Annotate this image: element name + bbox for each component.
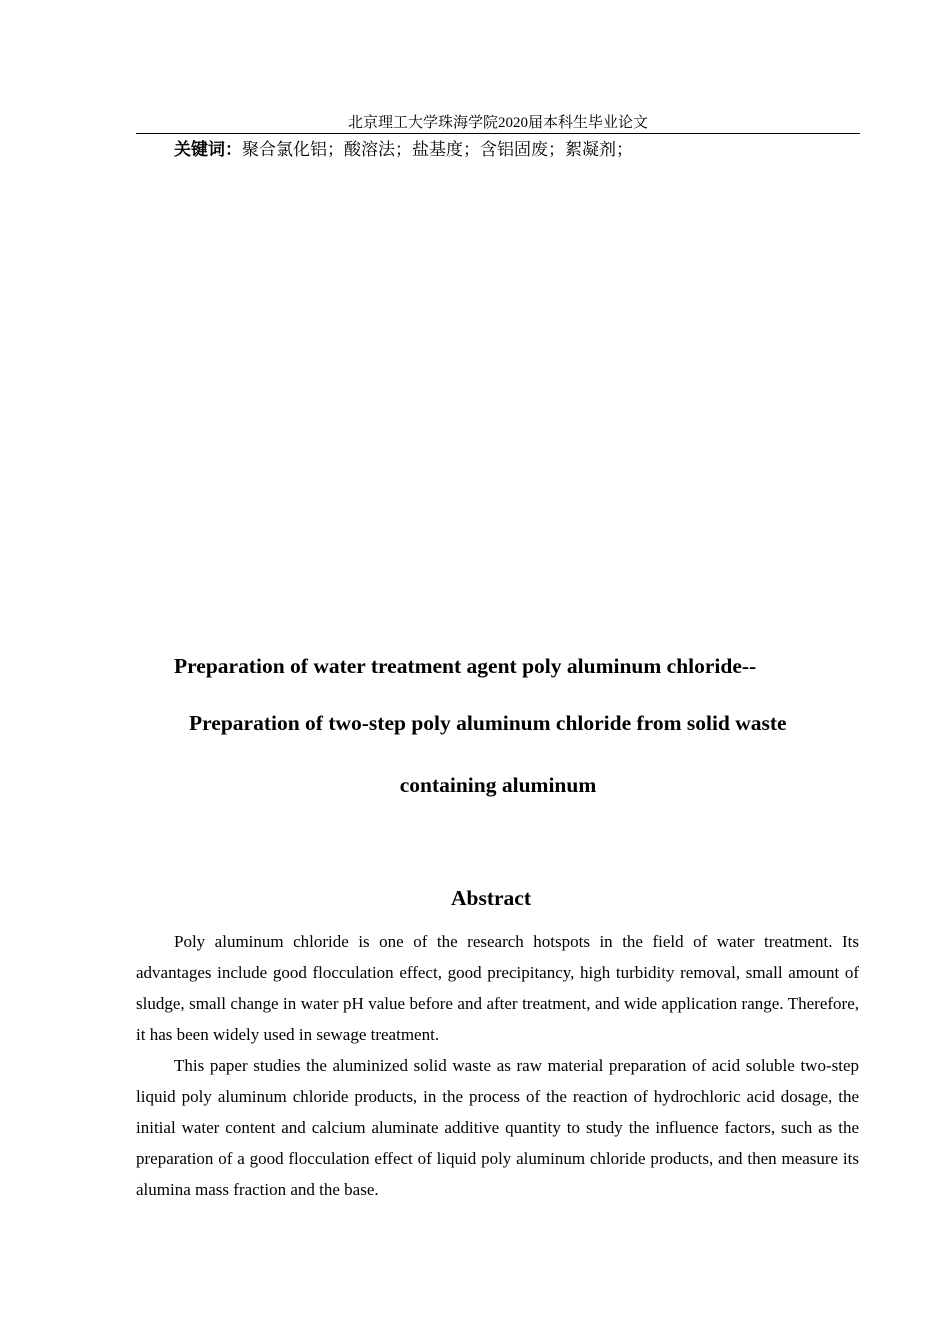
english-title-line-2: Preparation of two-step poly aluminum chloride from solid waste <box>189 711 787 735</box>
abstract-paragraph-1: Poly aluminum chloride is one of the research hotspots in the field of water treatment. Its advantages include good flocculation effect, good precipitancy, high turbidity removal, small amount of sludge, small change in water pH value before and after treatment, and wide application range. Therefore, it has been widely used in sewage treatment. <box>136 932 859 1044</box>
abstract-paragraph-2 <box>136 1050 859 1205</box>
keywords-value: 聚合氯化铝；酸溶法；盐基度；含铝固废；絮凝剂； <box>242 140 633 159</box>
keywords-label: 关键词： <box>174 140 242 160</box>
header-rule <box>136 133 860 134</box>
english-title-line-3: containing aluminum <box>399 773 597 797</box>
keywords-line <box>174 138 633 162</box>
running-header: 北京理工大学珠海学院2020届本科生毕业论文 <box>347 115 648 131</box>
abstract-paragraph-2-text: This paper studies the aluminized solid waste as raw material preparation of acid soluble two-step liquid poly aluminum chloride products, in the process of the reaction of hydrochloric acid dosage, the initial water content and calcium aluminate additive quantity to study the influence factors, such as the preparation of a good flocculation effect of liquid poly aluminum chloride products, and then measure its alumina mass fraction and the base. <box>136 1056 859 1199</box>
english-title-line-1: Preparation of water treatment agent poly aluminum chloride-- <box>174 654 757 678</box>
abstract-heading: Abstract <box>450 886 531 910</box>
